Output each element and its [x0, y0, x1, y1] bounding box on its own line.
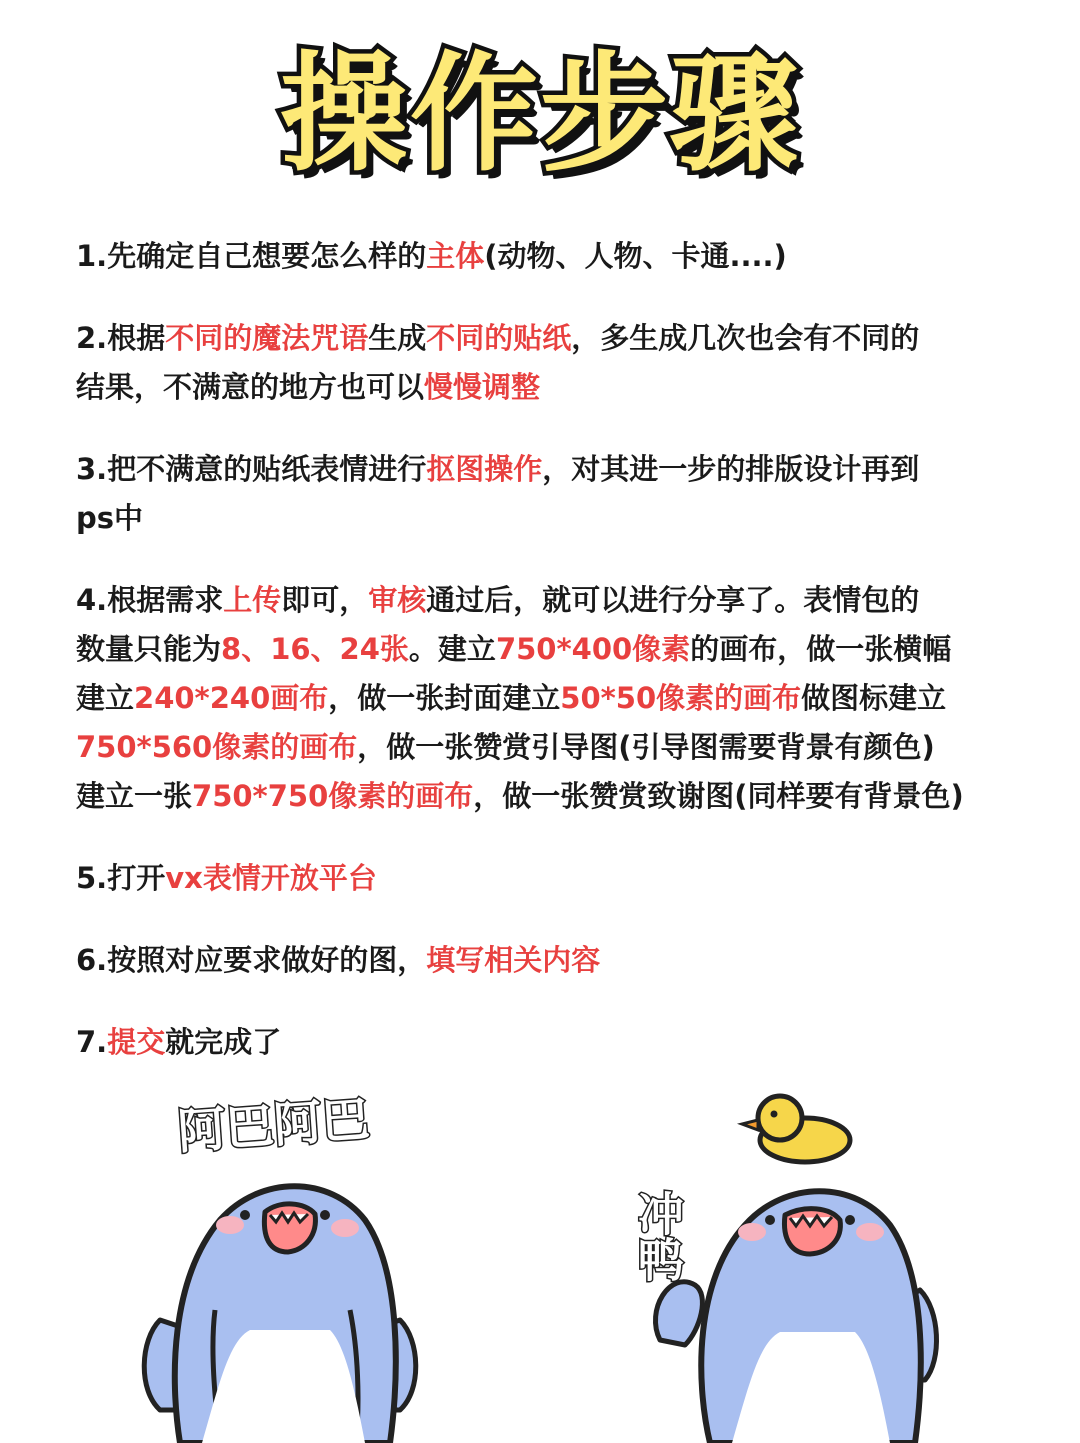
highlight-text: 8、16、24张	[221, 632, 409, 666]
body-text: 2.根据	[76, 321, 166, 355]
step-line	[76, 494, 1036, 543]
page-title: 操作步骤	[279, 40, 800, 189]
highlight-text: 抠图操作	[426, 452, 543, 486]
body-text: 建立一张	[76, 779, 193, 813]
title-banner	[0, 40, 1080, 190]
step-7	[76, 1018, 1036, 1067]
body-text: ，对其进一步的排版设计再到	[542, 452, 920, 486]
body-text: 即可，	[281, 583, 369, 617]
sticker-caption-left: 阿巴阿巴	[175, 1091, 372, 1161]
step-5	[76, 854, 1036, 903]
highlight-text: 50*50像素的画布	[560, 681, 802, 715]
step-line	[76, 1018, 1036, 1067]
body-text: 4.根据需求	[76, 583, 224, 617]
step-2	[76, 314, 1036, 412]
step-line	[76, 576, 1036, 625]
step-line	[76, 723, 1036, 772]
step-line	[76, 936, 1036, 985]
body-text: ，做一张封面建立	[328, 681, 561, 715]
step-line	[76, 445, 1036, 494]
highlight-text: 240*240画布	[134, 681, 329, 715]
body-text: 7.	[76, 1025, 108, 1059]
steps-list	[76, 232, 1036, 1100]
body-text: ps中	[76, 501, 144, 535]
body-text: ，做一张赞赏致谢图(同样要有背景色)	[473, 779, 964, 813]
body-text: (动物、人物、卡通....)	[484, 239, 787, 273]
step-line	[76, 232, 1036, 281]
body-text: 数量只能为	[76, 632, 222, 666]
highlight-text: 审核	[368, 583, 427, 617]
body-text: 就完成了	[165, 1025, 282, 1059]
body-text: 结果，不满意的地方也可以	[76, 370, 425, 404]
step-4	[76, 576, 1036, 821]
highlight-text: 750*400像素	[495, 632, 691, 666]
step-1	[76, 232, 1036, 281]
highlight-text: 上传	[223, 583, 282, 617]
body-text: ，多生成几次也会有不同的	[571, 321, 920, 355]
highlight-text: 不同的贴纸	[426, 321, 572, 355]
highlight-text: 提交	[107, 1025, 166, 1059]
step-6	[76, 936, 1036, 985]
shark-sticker-right	[631, 1080, 960, 1443]
body-text: 建立	[76, 681, 135, 715]
duck-icon	[742, 1096, 850, 1162]
step-3	[76, 445, 1036, 543]
shark-sticker-left	[120, 1080, 440, 1443]
step-line	[76, 674, 1036, 723]
highlight-text: 不同的魔法咒语	[165, 321, 369, 355]
body-text: 通过后，就可以进行分享了。表情包的	[426, 583, 920, 617]
body-text: 5.打开	[76, 861, 166, 895]
body-text: ，做一张赞赏引导图(引导图需要背景有颜色)	[357, 730, 935, 764]
body-text: 生成	[368, 321, 427, 355]
body-text: 做图标建立	[801, 681, 947, 715]
sticker-caption-right: 冲鸭	[631, 1190, 685, 1282]
highlight-text: vx表情开放平台	[165, 861, 377, 895]
body-text: 3.把不满意的贴纸表情进行	[76, 452, 427, 486]
step-line	[76, 854, 1036, 903]
step-line	[76, 363, 1036, 412]
body-text: 的画布，做一张横幅	[690, 632, 952, 666]
body-text: 。建立	[408, 632, 496, 666]
highlight-text: 填写相关内容	[426, 943, 601, 977]
highlight-text: 750*560像素的画布	[76, 730, 358, 764]
body-text: 6.按照对应要求做好的图，	[76, 943, 427, 977]
sticker-area	[0, 1080, 1080, 1443]
highlight-text: 主体	[426, 239, 485, 273]
highlight-text: 750*750像素的画布	[192, 779, 474, 813]
step-line	[76, 772, 1036, 821]
highlight-text: 慢慢调整	[424, 370, 541, 404]
body-text: 1.先确定自己想要怎么样的	[76, 239, 427, 273]
step-line	[76, 625, 1036, 674]
step-line	[76, 314, 1036, 363]
